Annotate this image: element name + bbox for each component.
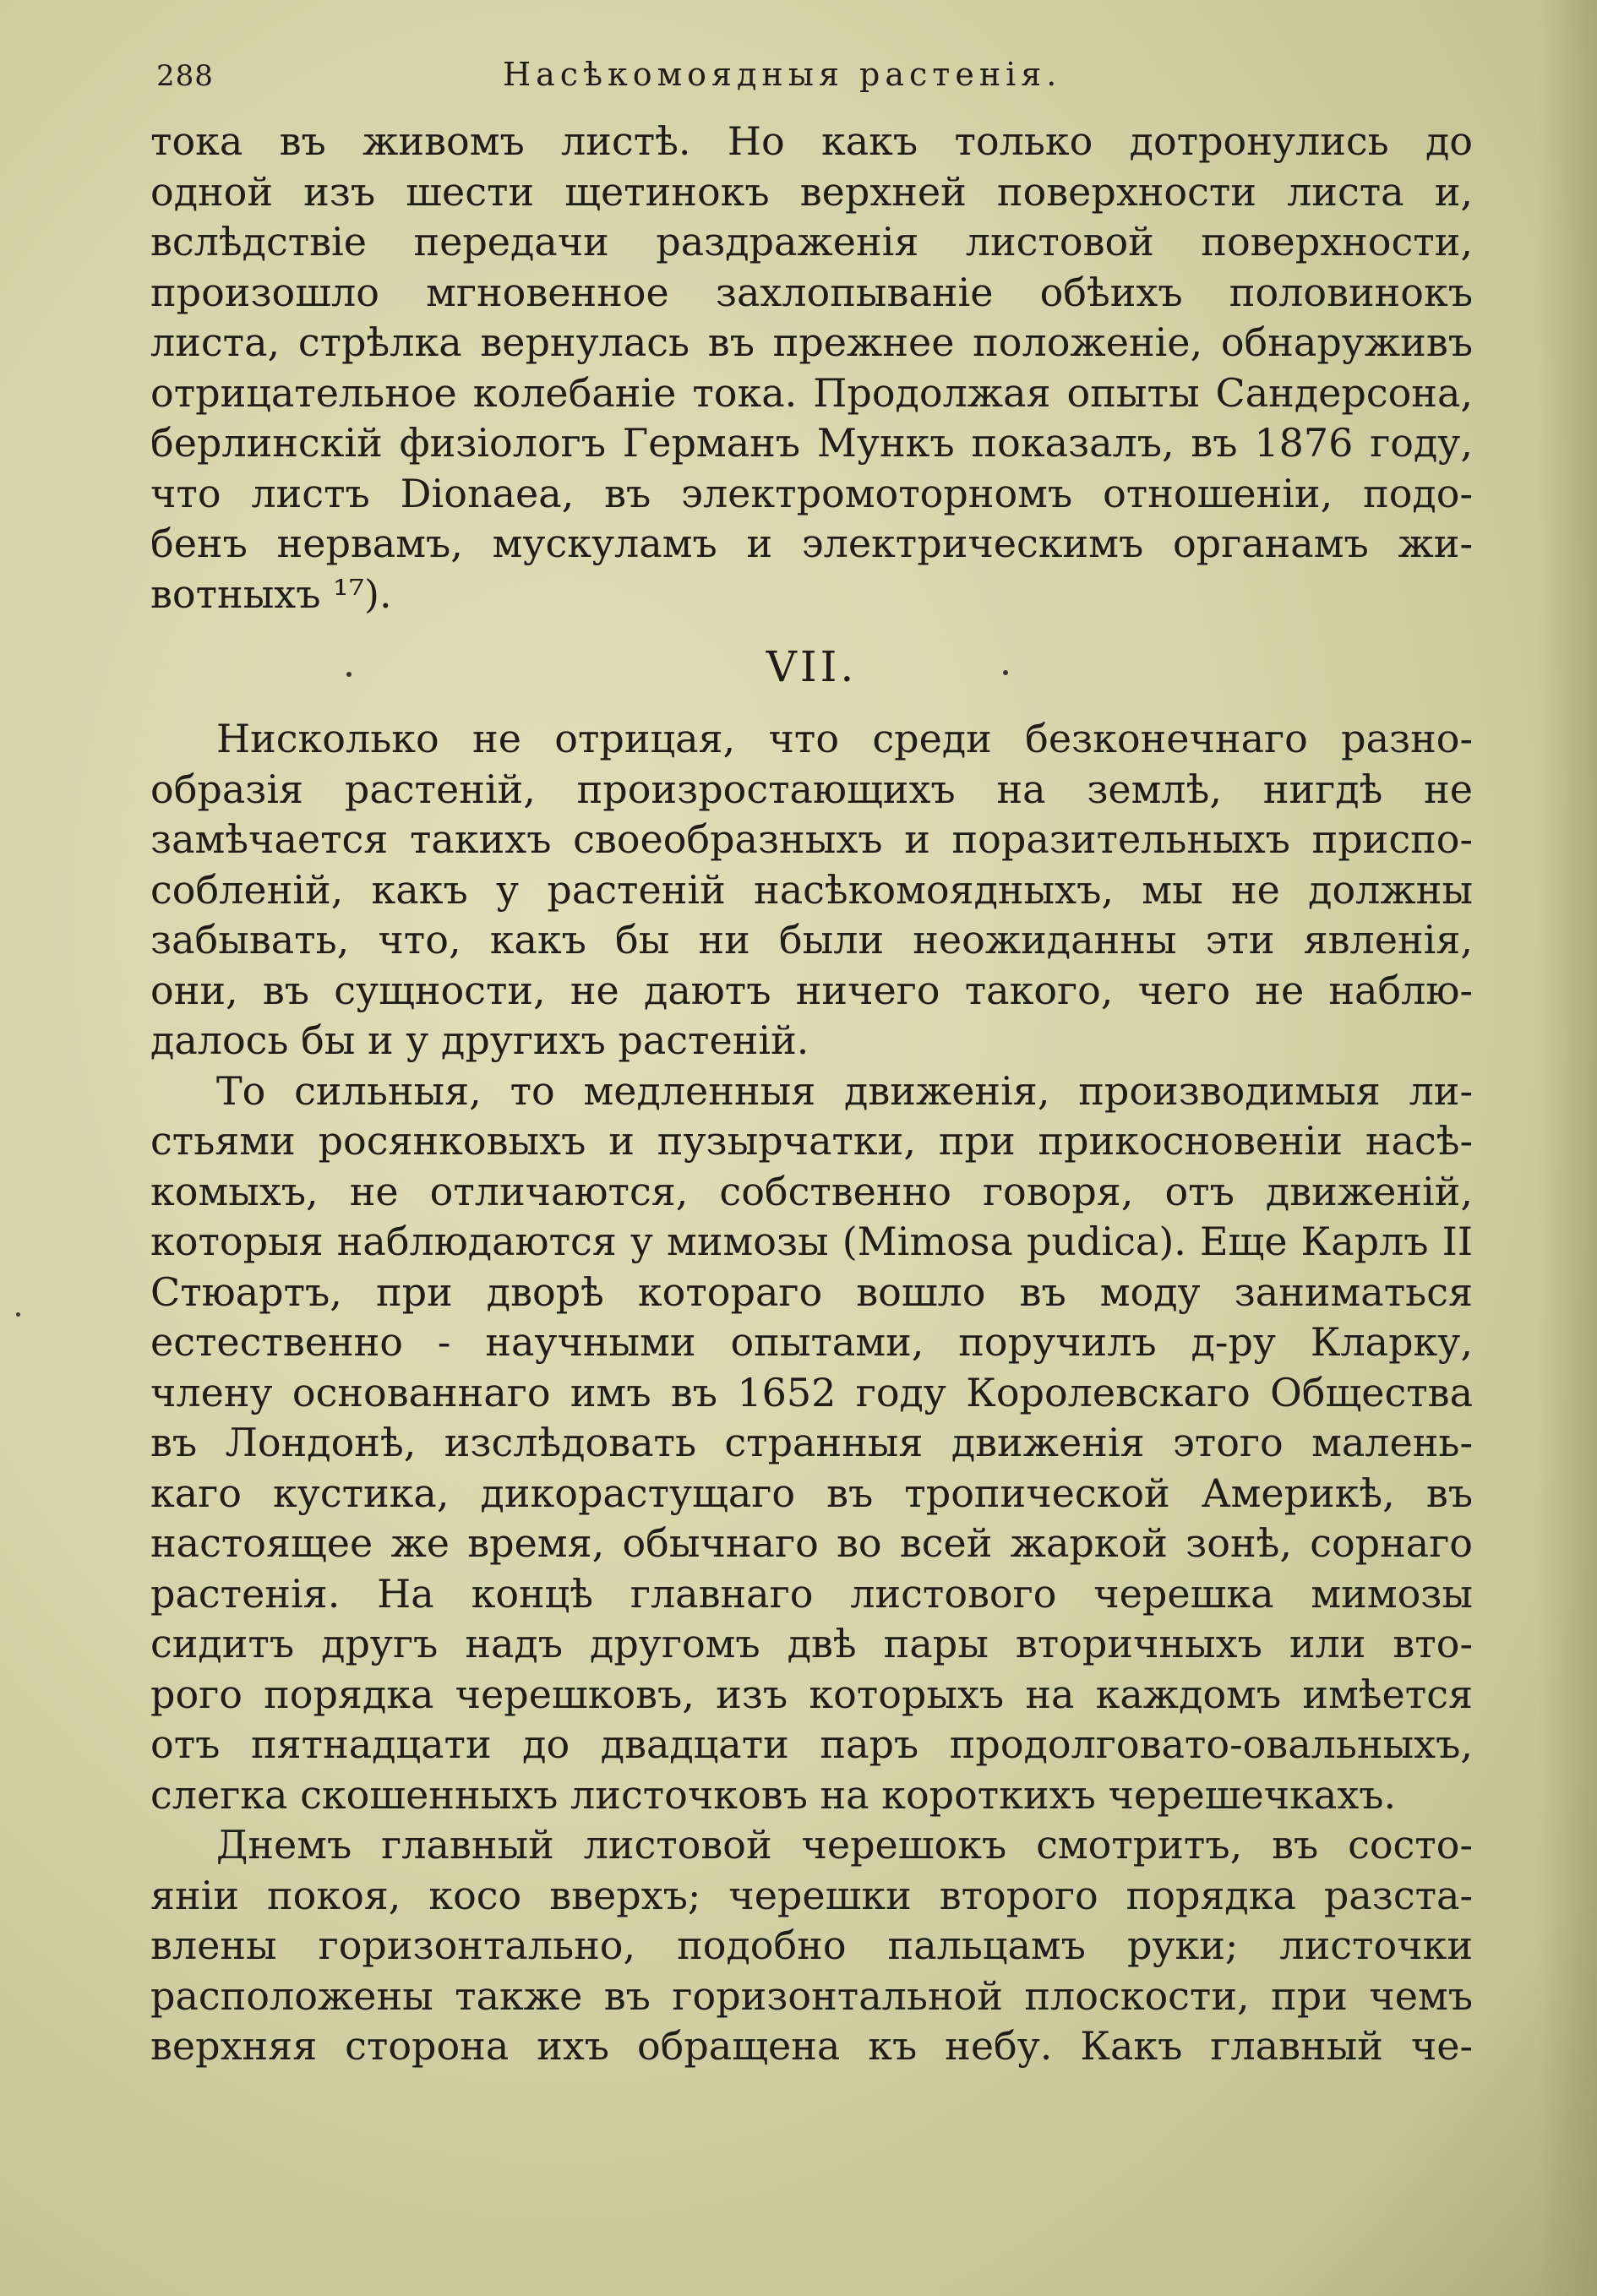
paragraph-2	[150, 1066, 1473, 1821]
text-line: произошло мгновенное захлопываніе обѣихъ половинокъ	[150, 269, 1473, 315]
text-line: естественно - научными опытами, поручилъ д-ру Кларку,	[150, 1319, 1473, 1365]
text-line: далось бы и у другихъ растеній.	[150, 1017, 809, 1063]
text-line: забывать, что, какъ бы ни были неожиданны эти явленія,	[150, 917, 1473, 963]
text-line: тока въ живомъ листѣ. Но какъ только дотронулись до	[150, 118, 1473, 164]
text-line: вотныхъ ¹⁷).	[150, 570, 392, 617]
continuation-paragraph	[150, 117, 1473, 619]
ink-speck	[346, 672, 352, 677]
text-line: въ Лондонѣ, изслѣдовать странныя движенія этого малень-	[150, 1420, 1473, 1465]
text-line: отрицательное колебаніе тока. Продолжая опыты Сандерсона,	[150, 369, 1473, 416]
text-line: Стюартъ, при дворѣ котораго вошло въ моду заниматься	[150, 1268, 1473, 1315]
text-line: отъ пятнадцати до двадцати паръ продолговато-овальныхъ,	[150, 1721, 1473, 1767]
text-line: они, въ сущности, не даютъ ничего такого, чего не наблю-	[150, 967, 1473, 1013]
section-heading: VII.	[766, 642, 858, 691]
text-line: яніи покоя, косо вверхъ; черешки второго порядка разста-	[150, 1872, 1473, 1918]
text-line: сидитъ другъ надъ другомъ двѣ пары вторичныхъ или вто-	[150, 1621, 1473, 1666]
text-line: листа, стрѣлка вернулась въ прежнее положеніе, обнаруживъ	[150, 319, 1473, 365]
body-text	[150, 117, 1473, 2072]
text-line: настоящее же время, обычнаго во всей жаркой зонѣ, сорнаго	[150, 1520, 1473, 1566]
paragraph-1	[150, 714, 1473, 1066]
text-line: слегка скошенныхъ листочковъ на короткихъ черешечкахъ.	[150, 1771, 1397, 1818]
running-head	[156, 56, 1474, 110]
text-line: бенъ нервамъ, мускуламъ и электрическимъ органамъ жи-	[150, 521, 1473, 566]
ink-speck	[16, 1312, 20, 1317]
text-line: берлинскій физіологъ Германъ Мункъ показалъ, въ 1876 году,	[150, 420, 1473, 466]
text-line: образія растеній, произростающихъ на землѣ, нигдѣ не	[150, 766, 1473, 812]
running-title: Насѣкомоядныя растенія.	[503, 56, 1062, 93]
ink-speck	[1003, 670, 1008, 675]
text-line: которыя наблюдаются у мимозы (Mimosa pudica). Еще Карлъ II	[150, 1219, 1473, 1264]
text-line: Днемъ главный листовой черешокъ смотритъ, въ состо-	[216, 1822, 1473, 1868]
page-number: 288	[156, 59, 214, 93]
text-line: комыхъ, не отличаются, собственно говоря, отъ движеній,	[150, 1168, 1473, 1214]
text-line: Нисколько не отрицая, что среди безконечнаго разно-	[216, 716, 1473, 761]
text-line: члену основаннаго имъ въ 1652 году Королевскаго Общества	[150, 1369, 1473, 1415]
text-line: каго кустика, дикорастущаго въ тропической Америкѣ, въ	[150, 1470, 1473, 1516]
text-line: влены горизонтально, подобно пальцамъ руки; листочки	[150, 1922, 1473, 1968]
text-line: растенія. На концѣ главнаго листового черешка мимозы	[150, 1570, 1473, 1617]
text-line: стьями росянковыхъ и пузырчатки, при прикосновеніи насѣ-	[150, 1118, 1473, 1164]
text-line: расположены также въ горизонтальной плоскости, при чемъ	[150, 1972, 1473, 2019]
text-line: одной изъ шести щетинокъ верхней поверхности листа и,	[150, 168, 1473, 215]
text-line: что листъ Dionaea, въ электромоторномъ отношеніи, подо-	[150, 470, 1473, 516]
text-line: собленій, какъ у растеній насѣкомоядныхъ, мы не должны	[150, 866, 1473, 913]
paragraph-3	[150, 1820, 1473, 2072]
text-line: замѣчается такихъ своеобразныхъ и поразительныхъ приспо-	[150, 816, 1473, 862]
text-line: вслѣдствіе передачи раздраженія листовой поверхности,	[150, 219, 1473, 265]
text-line: То сильныя, то медленныя движенія, производимыя ли-	[216, 1067, 1473, 1114]
text-line: верхняя сторона ихъ обращена къ небу. Какъ главный че-	[150, 2023, 1473, 2069]
text-line: рого порядка черешковъ, изъ которыхъ на каждомъ имѣется	[150, 1671, 1473, 1717]
